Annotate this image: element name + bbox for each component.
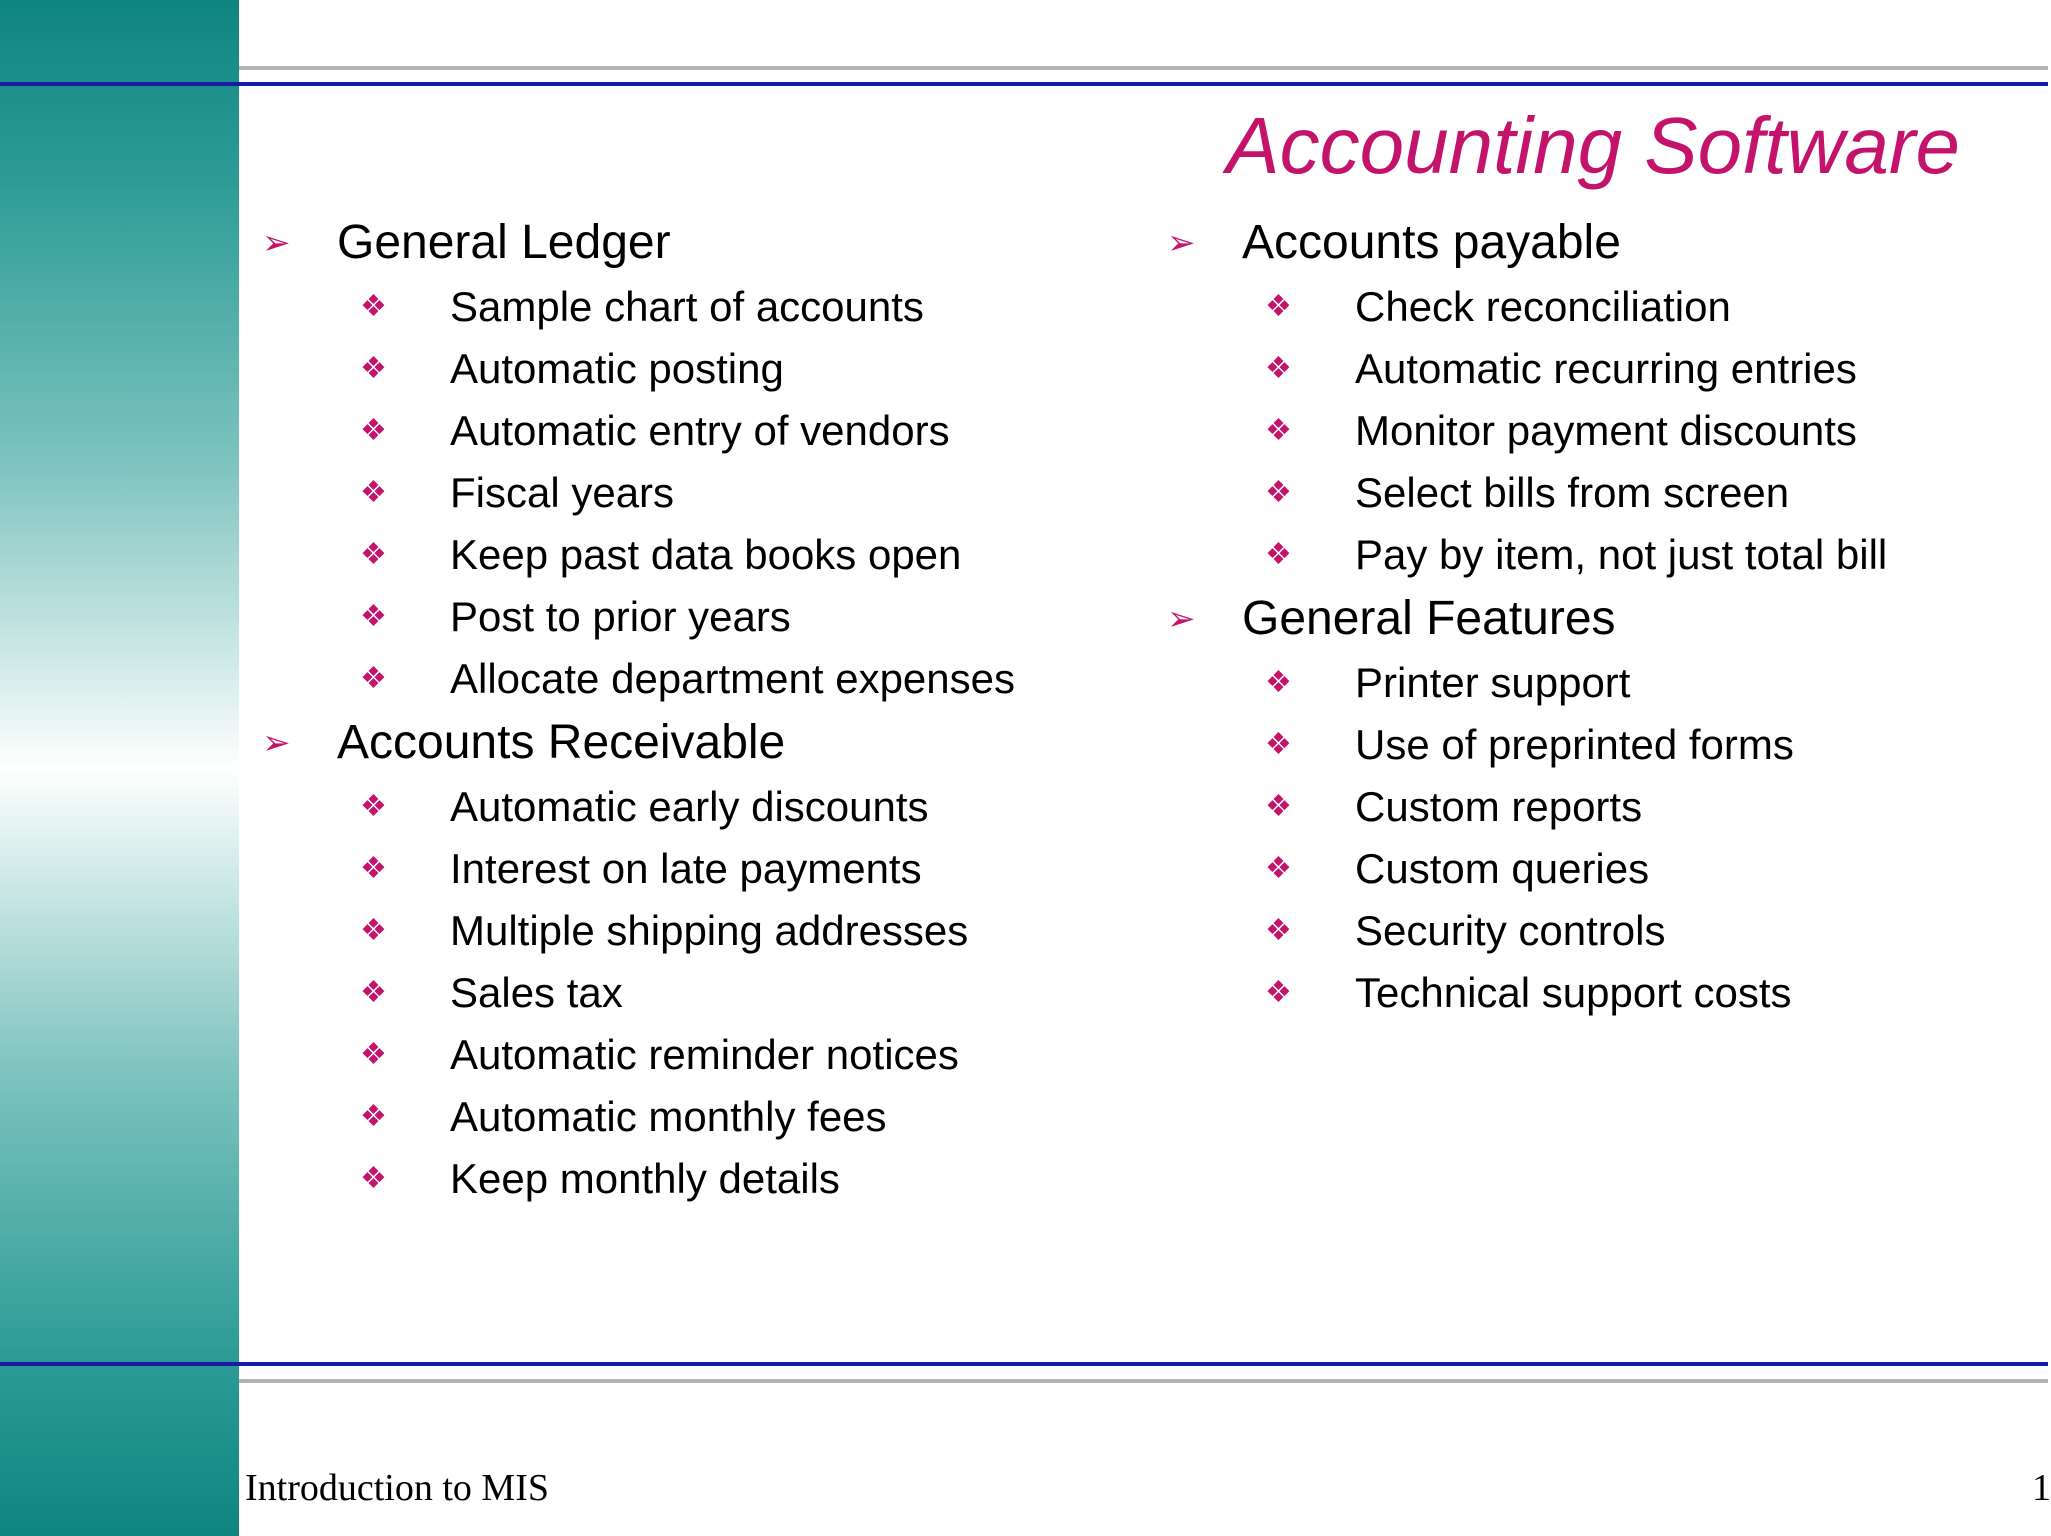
section-general-ledger bbox=[258, 210, 1015, 710]
section-general-features bbox=[1163, 586, 1887, 1024]
four-diamond-icon: ❖ bbox=[1265, 476, 1292, 509]
list-item bbox=[1163, 776, 1887, 838]
four-diamond-icon: ❖ bbox=[360, 1038, 387, 1071]
list-item-text: Automatic recurring entries bbox=[1355, 345, 1857, 392]
list-item bbox=[258, 1148, 1015, 1210]
section-heading bbox=[258, 710, 1015, 776]
bottom-blue-rule bbox=[0, 1362, 2048, 1366]
four-diamond-icon: ❖ bbox=[1265, 790, 1292, 823]
list-item-text: Keep past data books open bbox=[450, 531, 962, 578]
right-arrowhead-icon: ➢ bbox=[1167, 224, 1196, 262]
four-diamond-icon: ❖ bbox=[360, 1100, 387, 1133]
four-diamond-icon: ❖ bbox=[360, 852, 387, 885]
list-item-text: Automatic posting bbox=[450, 345, 784, 392]
section-heading-text: General Ledger bbox=[337, 216, 671, 269]
right-arrowhead-icon: ➢ bbox=[1167, 600, 1196, 638]
page-number: 1 bbox=[2032, 1467, 2051, 1509]
list-item-text: Automatic early discounts bbox=[450, 783, 929, 830]
list-item-text: Automatic reminder notices bbox=[450, 1031, 959, 1078]
four-diamond-icon: ❖ bbox=[360, 1162, 387, 1195]
list-item-text: Allocate department expenses bbox=[450, 655, 1016, 702]
four-diamond-icon: ❖ bbox=[360, 414, 387, 447]
four-diamond-icon: ❖ bbox=[1265, 976, 1292, 1009]
right-arrowhead-icon: ➢ bbox=[262, 224, 291, 262]
four-diamond-icon: ❖ bbox=[360, 476, 387, 509]
section-heading bbox=[258, 210, 1015, 276]
four-diamond-icon: ❖ bbox=[1265, 538, 1292, 571]
section-accounts-payable bbox=[1163, 210, 1887, 586]
top-blue-rule bbox=[0, 82, 2048, 86]
four-diamond-icon: ❖ bbox=[360, 790, 387, 823]
four-diamond-icon: ❖ bbox=[1265, 728, 1292, 761]
section-heading-text: Accounts Receivable bbox=[337, 716, 786, 769]
list-item-text: Sample chart of accounts bbox=[450, 283, 924, 330]
bottom-gray-rule bbox=[239, 1379, 2048, 1383]
list-item bbox=[258, 276, 1015, 338]
list-item-text: Pay by item, not just total bill bbox=[1355, 531, 1888, 578]
list-item bbox=[1163, 838, 1887, 900]
list-item bbox=[258, 586, 1015, 648]
list-item-text: Automatic entry of vendors bbox=[450, 407, 950, 454]
list-item-text: Post to prior years bbox=[450, 593, 791, 640]
list-item bbox=[258, 900, 1015, 962]
left-column bbox=[258, 210, 1015, 1210]
list-item-text: Select bills from screen bbox=[1355, 469, 1790, 516]
list-item-text: Custom reports bbox=[1355, 783, 1643, 830]
list-item bbox=[258, 462, 1015, 524]
list-item bbox=[258, 1086, 1015, 1148]
list-item bbox=[258, 1024, 1015, 1086]
four-diamond-icon: ❖ bbox=[1265, 290, 1292, 323]
section-heading-text: General Features bbox=[1242, 592, 1616, 645]
list-item bbox=[258, 776, 1015, 838]
list-item bbox=[258, 838, 1015, 900]
list-item bbox=[1163, 400, 1887, 462]
four-diamond-icon: ❖ bbox=[360, 352, 387, 385]
four-diamond-icon: ❖ bbox=[1265, 352, 1292, 385]
list-item bbox=[258, 400, 1015, 462]
section-heading bbox=[1163, 210, 1887, 276]
list-item bbox=[1163, 524, 1887, 586]
list-item-text: Check reconciliation bbox=[1355, 283, 1731, 330]
list-item-text: Security controls bbox=[1355, 907, 1666, 954]
four-diamond-icon: ❖ bbox=[360, 600, 387, 633]
bullet-list bbox=[258, 276, 1015, 710]
four-diamond-icon: ❖ bbox=[1265, 666, 1292, 699]
four-diamond-icon: ❖ bbox=[360, 914, 387, 947]
list-item-text: Fiscal years bbox=[450, 469, 675, 516]
section-heading bbox=[1163, 586, 1887, 652]
list-item-text: Technical support costs bbox=[1355, 969, 1792, 1016]
list-item-text: Keep monthly details bbox=[450, 1155, 840, 1202]
list-item bbox=[258, 338, 1015, 400]
bullet-list bbox=[1163, 276, 1887, 586]
section-heading-text: Accounts payable bbox=[1242, 216, 1621, 269]
list-item bbox=[1163, 900, 1887, 962]
bullet-list bbox=[258, 776, 1015, 1210]
list-item-text: Interest on late payments bbox=[450, 845, 922, 892]
list-item bbox=[1163, 652, 1887, 714]
list-item bbox=[1163, 462, 1887, 524]
footer-course-title: Introduction to MIS bbox=[245, 1467, 549, 1509]
list-item-text: Use of preprinted forms bbox=[1355, 721, 1794, 768]
teal-gradient-sidebar bbox=[0, 0, 239, 1536]
section-accounts-receivable bbox=[258, 710, 1015, 1210]
top-gray-rule bbox=[239, 66, 2048, 70]
four-diamond-icon: ❖ bbox=[1265, 852, 1292, 885]
list-item bbox=[258, 962, 1015, 1024]
list-item-text: Automatic monthly fees bbox=[450, 1093, 887, 1140]
list-item-text: Multiple shipping addresses bbox=[450, 907, 969, 954]
right-column bbox=[1163, 210, 1887, 1024]
list-item-text: Monitor payment discounts bbox=[1355, 407, 1857, 454]
list-item bbox=[1163, 714, 1887, 776]
list-item-text: Printer support bbox=[1355, 659, 1631, 706]
four-diamond-icon: ❖ bbox=[1265, 914, 1292, 947]
right-arrowhead-icon: ➢ bbox=[262, 724, 291, 762]
list-item bbox=[1163, 338, 1887, 400]
slide-title: Accounting Software bbox=[1226, 101, 1960, 190]
four-diamond-icon: ❖ bbox=[360, 662, 387, 695]
list-item bbox=[258, 524, 1015, 586]
list-item bbox=[258, 648, 1015, 710]
four-diamond-icon: ❖ bbox=[360, 976, 387, 1009]
four-diamond-icon: ❖ bbox=[1265, 414, 1292, 447]
list-item-text: Sales tax bbox=[450, 969, 623, 1016]
list-item bbox=[1163, 276, 1887, 338]
four-diamond-icon: ❖ bbox=[360, 538, 387, 571]
list-item bbox=[1163, 962, 1887, 1024]
four-diamond-icon: ❖ bbox=[360, 290, 387, 323]
bullet-list bbox=[1163, 652, 1887, 1024]
list-item-text: Custom queries bbox=[1355, 845, 1650, 892]
